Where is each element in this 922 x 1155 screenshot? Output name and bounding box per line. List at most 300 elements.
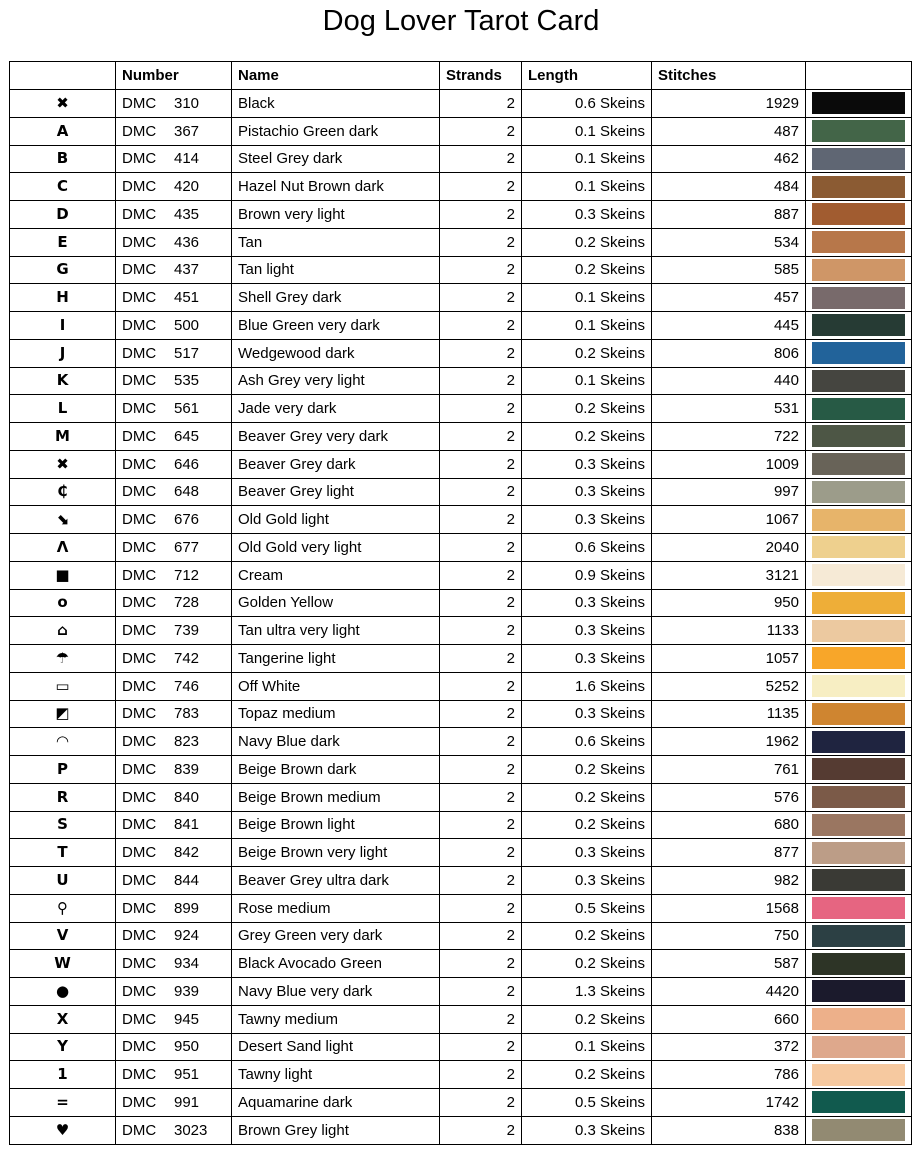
table-row [10, 756, 912, 784]
thread-stitches: 997 [652, 478, 806, 506]
thread-number [116, 561, 232, 589]
thread-length: 0.1 Skeins [522, 367, 652, 395]
table-row [10, 506, 912, 534]
thread-length: 0.5 Skeins [522, 1089, 652, 1117]
thread-symbol-icon: ⚲ [10, 894, 116, 922]
thread-length: 0.2 Skeins [522, 423, 652, 451]
thread-stitches: 761 [652, 756, 806, 784]
thread-code: 840 [174, 788, 200, 806]
thread-strands: 2 [440, 894, 522, 922]
table-row [10, 117, 912, 145]
thread-symbol-icon: X [10, 1005, 116, 1033]
thread-code: 648 [174, 483, 200, 501]
table-row [10, 339, 912, 367]
thread-number [116, 339, 232, 367]
thread-stitches: 2040 [652, 534, 806, 562]
table-row [10, 1061, 912, 1089]
table-row [10, 367, 912, 395]
thread-length: 0.3 Skeins [522, 700, 652, 728]
thread-length: 0.1 Skeins [522, 312, 652, 340]
thread-code: 924 [174, 927, 200, 945]
thread-brand: DMC [122, 400, 157, 418]
color-swatch-cell [806, 672, 912, 700]
table-row [10, 395, 912, 423]
thread-number [116, 478, 232, 506]
thread-length: 0.1 Skeins [522, 1033, 652, 1061]
thread-code: 842 [174, 844, 200, 862]
table-row [10, 811, 912, 839]
color-swatch [812, 703, 905, 725]
color-swatch-cell [806, 645, 912, 673]
thread-name: Beaver Grey very dark [232, 423, 440, 451]
thread-stitches: 5252 [652, 672, 806, 700]
thread-strands: 2 [440, 284, 522, 312]
thread-name: Brown Grey light [232, 1116, 440, 1144]
thread-brand: DMC [122, 594, 157, 612]
color-swatch-cell [806, 783, 912, 811]
thread-number [116, 950, 232, 978]
color-swatch [812, 647, 905, 669]
thread-brand: DMC [122, 178, 157, 196]
thread-number [116, 117, 232, 145]
thread-stitches: 1135 [652, 700, 806, 728]
color-swatch [812, 980, 905, 1002]
thread-number [116, 228, 232, 256]
thread-name: Old Gold very light [232, 534, 440, 562]
thread-length: 0.3 Skeins [522, 478, 652, 506]
color-swatch [812, 897, 905, 919]
thread-length: 0.1 Skeins [522, 117, 652, 145]
thread-symbol-icon: I [10, 312, 116, 340]
thread-name: Beige Brown very light [232, 839, 440, 867]
thread-brand: DMC [122, 427, 157, 445]
table-row [10, 1033, 912, 1061]
thread-number [116, 1033, 232, 1061]
thread-symbol-icon: R [10, 783, 116, 811]
table-row [10, 700, 912, 728]
thread-stitches: 660 [652, 1005, 806, 1033]
color-swatch [812, 1008, 905, 1030]
thread-stitches: 445 [652, 312, 806, 340]
color-swatch-cell [806, 561, 912, 589]
thread-name: Brown very light [232, 201, 440, 229]
thread-strands: 2 [440, 1033, 522, 1061]
thread-brand: DMC [122, 927, 157, 945]
thread-strands: 2 [440, 700, 522, 728]
thread-strands: 2 [440, 756, 522, 784]
thread-brand: DMC [122, 316, 157, 334]
table-row [10, 839, 912, 867]
thread-name: Hazel Nut Brown dark [232, 173, 440, 201]
header-symbol [10, 62, 116, 90]
table-row [10, 617, 912, 645]
thread-name: Shell Grey dark [232, 284, 440, 312]
thread-brand: DMC [122, 760, 157, 778]
thread-stitches: 440 [652, 367, 806, 395]
color-swatch-cell [806, 367, 912, 395]
thread-code: 746 [174, 677, 200, 695]
thread-number [116, 617, 232, 645]
thread-length: 0.2 Skeins [522, 395, 652, 423]
thread-brand: DMC [122, 899, 157, 917]
table-row [10, 978, 912, 1006]
thread-number [116, 312, 232, 340]
table-row [10, 1089, 912, 1117]
thread-symbol-icon: Y [10, 1033, 116, 1061]
thread-code: 839 [174, 760, 200, 778]
thread-strands: 2 [440, 839, 522, 867]
thread-symbol-icon: M [10, 423, 116, 451]
thread-brand: DMC [122, 649, 157, 667]
thread-brand: DMC [122, 566, 157, 584]
color-swatch-cell [806, 395, 912, 423]
table-row [10, 478, 912, 506]
table-row [10, 90, 912, 118]
thread-number [116, 645, 232, 673]
table-row [10, 672, 912, 700]
thread-number [116, 978, 232, 1006]
thread-brand: DMC [122, 344, 157, 362]
thread-brand: DMC [122, 511, 157, 529]
color-swatch-cell [806, 117, 912, 145]
thread-name: Rose medium [232, 894, 440, 922]
color-swatch [812, 370, 905, 392]
thread-symbol-icon: D [10, 201, 116, 229]
thread-strands: 2 [440, 561, 522, 589]
thread-name: Ash Grey very light [232, 367, 440, 395]
thread-name: Tawny light [232, 1061, 440, 1089]
table-row [10, 922, 912, 950]
thread-strands: 2 [440, 811, 522, 839]
thread-symbol-icon: ✖ [10, 90, 116, 118]
thread-brand: DMC [122, 788, 157, 806]
table-row [10, 589, 912, 617]
thread-code: 646 [174, 455, 200, 473]
page-title: Dog Lover Tarot Card [322, 5, 600, 37]
thread-code: 841 [174, 816, 200, 834]
thread-name: Tan light [232, 256, 440, 284]
thread-number [116, 783, 232, 811]
thread-symbol-icon: B [10, 145, 116, 173]
table-row [10, 783, 912, 811]
color-swatch [812, 1119, 905, 1141]
thread-strands: 2 [440, 1089, 522, 1117]
color-swatch [812, 314, 905, 336]
color-swatch [812, 925, 905, 947]
color-swatch [812, 842, 905, 864]
thread-name: Tawny medium [232, 1005, 440, 1033]
thread-symbol-icon: W [10, 950, 116, 978]
thread-symbol-icon: G [10, 256, 116, 284]
table-row [10, 1005, 912, 1033]
thread-strands: 2 [440, 228, 522, 256]
color-swatch [812, 259, 905, 281]
color-swatch [812, 953, 905, 975]
thread-number [116, 1116, 232, 1144]
thread-stitches: 4420 [652, 978, 806, 1006]
thread-strands: 2 [440, 395, 522, 423]
thread-strands: 2 [440, 783, 522, 811]
thread-code: 844 [174, 871, 200, 889]
header-length: Length [522, 62, 652, 90]
color-swatch-cell [806, 811, 912, 839]
header-swatch [806, 62, 912, 90]
thread-brand: DMC [122, 150, 157, 168]
thread-stitches: 587 [652, 950, 806, 978]
thread-strands: 2 [440, 256, 522, 284]
color-swatch-cell [806, 506, 912, 534]
thread-strands: 2 [440, 589, 522, 617]
thread-length: 0.2 Skeins [522, 1005, 652, 1033]
thread-length: 0.2 Skeins [522, 228, 652, 256]
thread-stitches: 1133 [652, 617, 806, 645]
thread-code: 899 [174, 899, 200, 917]
color-swatch [812, 536, 905, 558]
color-swatch-cell [806, 950, 912, 978]
thread-strands: 2 [440, 1061, 522, 1089]
thread-stitches: 1057 [652, 645, 806, 673]
thread-length: 0.3 Skeins [522, 450, 652, 478]
color-swatch [812, 148, 905, 170]
thread-stitches: 484 [652, 173, 806, 201]
thread-brand: DMC [122, 261, 157, 279]
table-row [10, 312, 912, 340]
thread-symbol-icon: ◠ [10, 728, 116, 756]
thread-length: 0.3 Skeins [522, 589, 652, 617]
thread-strands: 2 [440, 922, 522, 950]
thread-brand: DMC [122, 871, 157, 889]
color-swatch [812, 1036, 905, 1058]
thread-brand: DMC [122, 733, 157, 751]
thread-stitches: 982 [652, 867, 806, 895]
thread-brand: DMC [122, 844, 157, 862]
thread-stitches: 950 [652, 589, 806, 617]
thread-number [116, 284, 232, 312]
thread-name: Grey Green very dark [232, 922, 440, 950]
thread-brand: DMC [122, 1121, 157, 1139]
thread-number [116, 922, 232, 950]
thread-brand: DMC [122, 94, 157, 112]
table-row [10, 867, 912, 895]
thread-code: 739 [174, 622, 200, 640]
thread-code: 823 [174, 733, 200, 751]
color-swatch [812, 869, 905, 891]
thread-length: 0.6 Skeins [522, 90, 652, 118]
color-swatch [812, 203, 905, 225]
color-swatch [812, 564, 905, 586]
thread-brand: DMC [122, 233, 157, 251]
thread-stitches: 1009 [652, 450, 806, 478]
color-swatch [812, 509, 905, 531]
table-row [10, 561, 912, 589]
thread-number [116, 395, 232, 423]
thread-name: Beaver Grey light [232, 478, 440, 506]
thread-brand: DMC [122, 1038, 157, 1056]
thread-name: Beige Brown medium [232, 783, 440, 811]
thread-symbol-icon: L [10, 395, 116, 423]
color-swatch-cell [806, 922, 912, 950]
thread-number [116, 256, 232, 284]
table-row [10, 228, 912, 256]
color-swatch [812, 92, 905, 114]
thread-number [116, 894, 232, 922]
color-swatch-cell [806, 1061, 912, 1089]
thread-strands: 2 [440, 367, 522, 395]
thread-stitches: 877 [652, 839, 806, 867]
thread-stitches: 531 [652, 395, 806, 423]
thread-stitches: 1067 [652, 506, 806, 534]
thread-code: 500 [174, 316, 200, 334]
thread-name: Tan ultra very light [232, 617, 440, 645]
thread-symbol-icon: ▭ [10, 672, 116, 700]
color-swatch-cell [806, 90, 912, 118]
thread-name: Cream [232, 561, 440, 589]
thread-symbol-icon: ✖ [10, 450, 116, 478]
thread-code: 676 [174, 511, 200, 529]
thread-brand: DMC [122, 372, 157, 390]
thread-code: 310 [174, 94, 200, 112]
thread-length: 0.6 Skeins [522, 534, 652, 562]
color-swatch-cell [806, 1033, 912, 1061]
thread-code: 451 [174, 289, 200, 307]
thread-brand: DMC [122, 1093, 157, 1111]
thread-number [116, 1061, 232, 1089]
color-swatch [812, 425, 905, 447]
color-swatch [812, 1064, 905, 1086]
thread-stitches: 750 [652, 922, 806, 950]
table-row [10, 423, 912, 451]
header-stitches: Stitches [652, 62, 806, 90]
thread-number [116, 506, 232, 534]
thread-symbol-icon: H [10, 284, 116, 312]
thread-length: 0.1 Skeins [522, 284, 652, 312]
thread-length: 0.3 Skeins [522, 839, 652, 867]
color-swatch-cell [806, 478, 912, 506]
thread-length: 0.5 Skeins [522, 894, 652, 922]
thread-code: 945 [174, 1010, 200, 1028]
thread-stitches: 722 [652, 423, 806, 451]
thread-code: 677 [174, 538, 200, 556]
thread-strands: 2 [440, 145, 522, 173]
thread-strands: 2 [440, 339, 522, 367]
thread-number [116, 1005, 232, 1033]
color-swatch-cell [806, 894, 912, 922]
thread-brand: DMC [122, 705, 157, 723]
table-row [10, 284, 912, 312]
thread-stitches: 1929 [652, 90, 806, 118]
thread-code: 3023 [174, 1121, 208, 1139]
thread-number [116, 173, 232, 201]
thread-strands: 2 [440, 423, 522, 451]
color-swatch-cell [806, 312, 912, 340]
thread-brand: DMC [122, 205, 157, 223]
thread-code: 535 [174, 372, 200, 390]
color-swatch [812, 287, 905, 309]
thread-length: 0.1 Skeins [522, 145, 652, 173]
thread-code: 435 [174, 205, 200, 223]
thread-code: 728 [174, 594, 200, 612]
color-swatch [812, 620, 905, 642]
color-swatch-cell [806, 867, 912, 895]
thread-length: 0.3 Skeins [522, 1116, 652, 1144]
thread-code: 742 [174, 649, 200, 667]
color-swatch-cell [806, 228, 912, 256]
thread-stitches: 887 [652, 201, 806, 229]
thread-length: 0.2 Skeins [522, 922, 652, 950]
header-name: Name [232, 62, 440, 90]
thread-brand: DMC [122, 1010, 157, 1028]
thread-symbol-icon: V [10, 922, 116, 950]
thread-length: 0.6 Skeins [522, 728, 652, 756]
color-swatch [812, 231, 905, 253]
thread-number [116, 589, 232, 617]
thread-stitches: 457 [652, 284, 806, 312]
thread-stitches: 680 [652, 811, 806, 839]
thread-symbol-icon: o [10, 589, 116, 617]
thread-strands: 2 [440, 617, 522, 645]
thread-number [116, 145, 232, 173]
thread-code: 561 [174, 400, 200, 418]
thread-code: 991 [174, 1093, 200, 1111]
thread-number [116, 90, 232, 118]
thread-number [116, 811, 232, 839]
thread-brand: DMC [122, 455, 157, 473]
table-row [10, 728, 912, 756]
thread-name: Blue Green very dark [232, 312, 440, 340]
table-row [10, 894, 912, 922]
thread-number [116, 728, 232, 756]
table-row [10, 950, 912, 978]
thread-brand: DMC [122, 955, 157, 973]
thread-length: 0.3 Skeins [522, 201, 652, 229]
thread-length: 0.1 Skeins [522, 173, 652, 201]
color-swatch-cell [806, 617, 912, 645]
thread-symbol-icon: ◩ [10, 700, 116, 728]
thread-symbol-icon: = [10, 1089, 116, 1117]
color-swatch-cell [806, 700, 912, 728]
thread-strands: 2 [440, 450, 522, 478]
thread-name: Navy Blue very dark [232, 978, 440, 1006]
thread-symbol-icon: 1 [10, 1061, 116, 1089]
thread-code: 934 [174, 955, 200, 973]
thread-name: Navy Blue dark [232, 728, 440, 756]
thread-symbol-icon: ☂ [10, 645, 116, 673]
thread-number [116, 534, 232, 562]
thread-symbol-icon: ₵ [10, 478, 116, 506]
thread-strands: 2 [440, 201, 522, 229]
color-swatch [812, 453, 905, 475]
color-swatch [812, 675, 905, 697]
thread-stitches: 534 [652, 228, 806, 256]
thread-name: Old Gold light [232, 506, 440, 534]
thread-name: Jade very dark [232, 395, 440, 423]
thread-stitches: 806 [652, 339, 806, 367]
thread-name: Off White [232, 672, 440, 700]
color-swatch [812, 786, 905, 808]
thread-strands: 2 [440, 1116, 522, 1144]
thread-length: 0.2 Skeins [522, 756, 652, 784]
thread-name: Desert Sand light [232, 1033, 440, 1061]
thread-stitches: 576 [652, 783, 806, 811]
thread-strands: 2 [440, 478, 522, 506]
thread-length: 0.2 Skeins [522, 339, 652, 367]
thread-length: 0.3 Skeins [522, 506, 652, 534]
thread-name: Wedgewood dark [232, 339, 440, 367]
color-swatch-cell [806, 450, 912, 478]
thread-code: 414 [174, 150, 200, 168]
thread-code: 517 [174, 344, 200, 362]
thread-stitches: 462 [652, 145, 806, 173]
